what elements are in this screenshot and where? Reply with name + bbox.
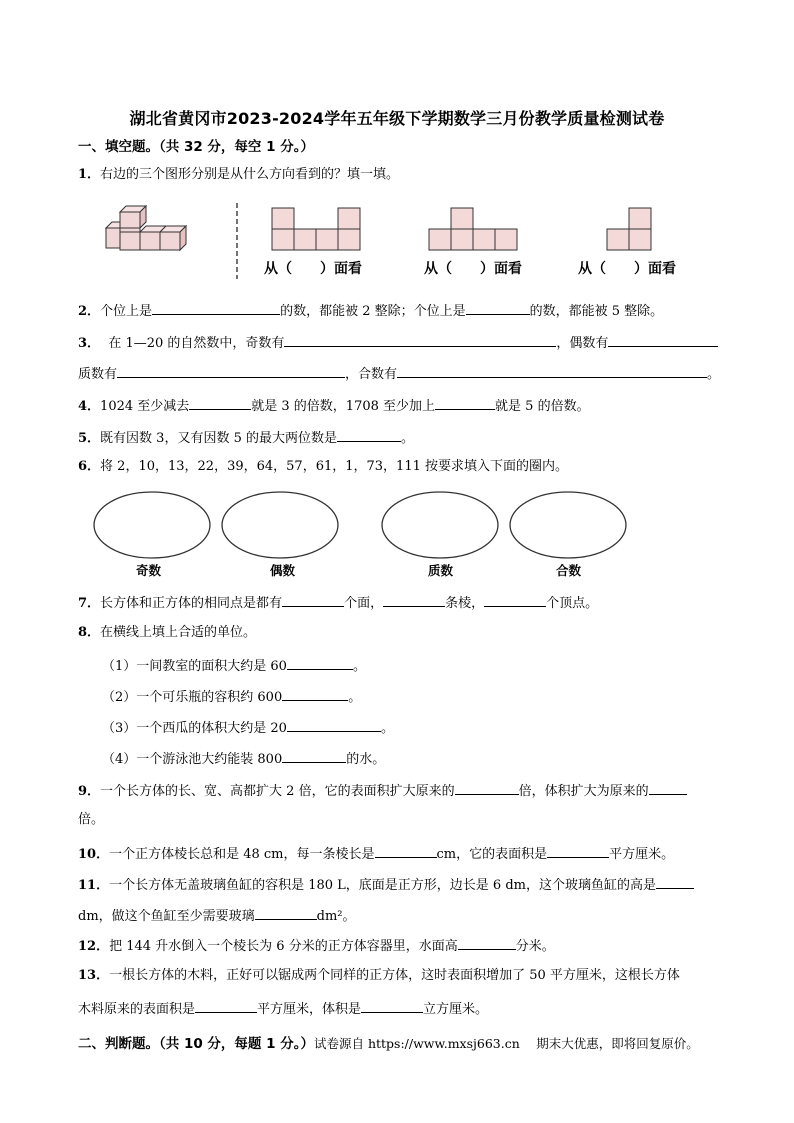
answer-blank[interactable] [466, 300, 530, 315]
exam-title: 湖北省黄冈市2023-2024学年五年级下学期数学三月份教学质量检测试卷 [129, 109, 665, 128]
question-number: 4． [78, 399, 101, 414]
circle-label-composite: 合数 [556, 563, 582, 578]
answer-blank[interactable] [484, 592, 546, 607]
prime-circle[interactable] [382, 492, 498, 558]
question-text: 木料原来的表面积是 [78, 1002, 196, 1017]
question-text: （2）一个可乐瓶的容积约 600 [102, 690, 283, 705]
question-6 [78, 458, 568, 476]
answer-blank[interactable] [455, 780, 519, 795]
question-number: 1． [78, 167, 101, 182]
question-9-cont [78, 811, 104, 829]
answer-blank[interactable] [195, 998, 257, 1013]
question-number: 9． [78, 784, 101, 799]
question-3-cont [78, 363, 720, 384]
question-text: 一个长方体的长、宽、高都扩大 2 倍，它的表面积扩大原来的 [100, 784, 455, 799]
answer-blank[interactable] [337, 427, 401, 442]
answer-blank[interactable] [117, 363, 345, 378]
question-9 [78, 780, 687, 801]
question-text: ，合数有 [345, 367, 398, 382]
question-number: 12． [78, 939, 110, 954]
question-text: 。 [380, 721, 394, 736]
question-11 [78, 874, 694, 895]
question-number: 5． [78, 431, 101, 446]
answer-blank[interactable] [649, 780, 687, 795]
section-judgement-heading: 二、判断题。（共 10 分，每题 1 分。） [78, 1036, 314, 1052]
answer-blank[interactable] [458, 935, 516, 950]
question-text: 。 [707, 367, 721, 382]
question-number: 8． [78, 625, 101, 640]
answer-blank[interactable] [255, 905, 317, 920]
view-figure-2 [427, 206, 519, 252]
question-text: dm²。 [316, 909, 356, 924]
question-text: 1024 至少减去 [100, 399, 190, 414]
question-text: 个位上是 [100, 304, 153, 319]
cube-solid-figure [100, 200, 200, 260]
question-text: 倍，体积扩大为原来的 [518, 784, 649, 799]
circle-label-prime: 质数 [428, 563, 454, 578]
question-text: 右边的三个图形分别是从什么方向看到的？填一填。 [100, 167, 400, 182]
question-text: 一个正方体棱长总和是 48 cm，每一条棱长是 [109, 847, 375, 862]
answer-blank[interactable] [375, 843, 437, 858]
composite-circle[interactable] [510, 492, 626, 558]
question-11-cont [78, 905, 356, 926]
question-text: 平方厘米，体积是 [257, 1002, 362, 1017]
answer-blank[interactable] [608, 332, 718, 347]
question-text: dm，做这个鱼缸至少需要玻璃 [78, 909, 255, 924]
question-13-cont [78, 998, 488, 1019]
view-figure-3 [605, 206, 653, 252]
circle-label-odd: 奇数 [136, 563, 162, 578]
circle-label-even: 偶数 [270, 563, 296, 578]
answer-blank[interactable] [287, 655, 353, 670]
odd-circle[interactable] [94, 492, 210, 558]
answer-blank[interactable] [547, 843, 609, 858]
question-text: 把 144 升水倒入一个棱长为 6 分米的正方体容器里，水面高 [109, 939, 458, 954]
question-number: 2． [78, 304, 101, 319]
question-8-item-4 [102, 748, 385, 769]
question-text: 既有因数 3，又有因数 5 的最大两位数是 [100, 431, 337, 446]
question-text: （1）一间教室的面积大约是 60 [102, 659, 287, 674]
view-label-1: 从（ ）面看 [264, 261, 362, 277]
question-10 [78, 843, 674, 864]
question-number: 7． [78, 596, 101, 611]
even-circle[interactable] [222, 492, 338, 558]
question-text: （4）一个游泳池大约能装 800 [102, 752, 283, 767]
answer-blank[interactable] [361, 998, 423, 1013]
question-text: 个面， [344, 596, 384, 611]
question-text: 立方厘米。 [423, 1002, 489, 1017]
question-text: 的数，都能被 5 整除。 [529, 304, 664, 319]
question-text: （3）一个西瓜的体积大约是 20 [102, 721, 287, 736]
question-number: 6． [78, 459, 101, 474]
question-text: 平方厘米。 [609, 847, 675, 862]
question-text: 长方体和正方体的相同点是都有 [100, 596, 283, 611]
answer-blank[interactable] [189, 395, 251, 410]
question-text: 的数，都能被 2 整除；个位上是 [280, 304, 466, 319]
answer-blank[interactable] [287, 717, 381, 732]
section-judgement-row [78, 1035, 699, 1054]
question-8 [78, 624, 256, 642]
question-13 [78, 967, 680, 985]
view-figure-1 [270, 206, 362, 252]
question-text: 将 2，10，13，22，39，64，57，61，1，73，111 按要求填入下面的圈内。 [100, 459, 569, 474]
question-2 [78, 300, 663, 321]
question-5 [78, 427, 414, 448]
question-text: 分米。 [515, 939, 555, 954]
answer-blank[interactable] [282, 592, 344, 607]
question-text: cm，它的表面积是 [436, 847, 548, 862]
question-text: 一个长方体无盖玻璃鱼缸的容积是 180 L，底面是正方形，边长是 6 dm，这个玻璃鱼缸的高是 [109, 878, 656, 893]
question-text: 在 1—20 的自然数中，奇数有 [108, 336, 285, 351]
figure-divider [234, 203, 240, 279]
answer-blank[interactable] [656, 874, 694, 889]
question-text: 。 [348, 690, 362, 705]
source-note: 试卷源自 https://www.mxsj663.cn 期末大优惠，即将回复原价。 [313, 1036, 699, 1051]
question-number: 13． [78, 968, 110, 983]
question-text: 。 [401, 431, 415, 446]
question-12 [78, 935, 555, 956]
question-1 [78, 166, 399, 184]
question-8-item-3 [102, 717, 394, 738]
question-4 [78, 395, 590, 416]
question-text: 就是 3 的倍数，1708 至少加上 [251, 399, 436, 414]
answer-blank[interactable] [383, 592, 445, 607]
answer-blank[interactable] [152, 300, 280, 315]
question-text: ，偶数有 [556, 336, 609, 351]
question-3 [78, 332, 718, 353]
question-text: 质数有 [78, 367, 118, 382]
answer-blank[interactable] [282, 748, 346, 763]
answer-blank[interactable] [284, 332, 556, 347]
question-8-item-1 [102, 655, 366, 676]
question-7 [78, 592, 598, 613]
question-number: 11． [78, 878, 110, 893]
question-text: 在横线上填上合适的单位。 [100, 625, 257, 640]
question-text: 倍。 [78, 812, 105, 827]
question-number: 10． [78, 847, 110, 862]
answer-blank[interactable] [397, 363, 707, 378]
view-label-2: 从（ ）面看 [424, 261, 522, 277]
view-label-3: 从（ ）面看 [578, 261, 676, 277]
answer-blank[interactable] [282, 686, 348, 701]
section-fill-in-heading: 一、填空题。（共 32 分，每空 1 分。） [78, 139, 314, 155]
question-text: 。 [352, 659, 366, 674]
answer-blank[interactable] [435, 395, 495, 410]
question-8-item-2 [102, 686, 361, 707]
question-text: 条棱， [445, 596, 485, 611]
question-number: 3． [78, 336, 101, 351]
question-text: 就是 5 的倍数。 [495, 399, 590, 414]
question-text: 一根长方体的木料，正好可以锯成两个同样的正方体，这时表面积增加了 50 平方厘米，这根长方体 [109, 968, 680, 983]
question-text: 的水。 [346, 752, 386, 767]
question-text: 个顶点。 [546, 596, 599, 611]
